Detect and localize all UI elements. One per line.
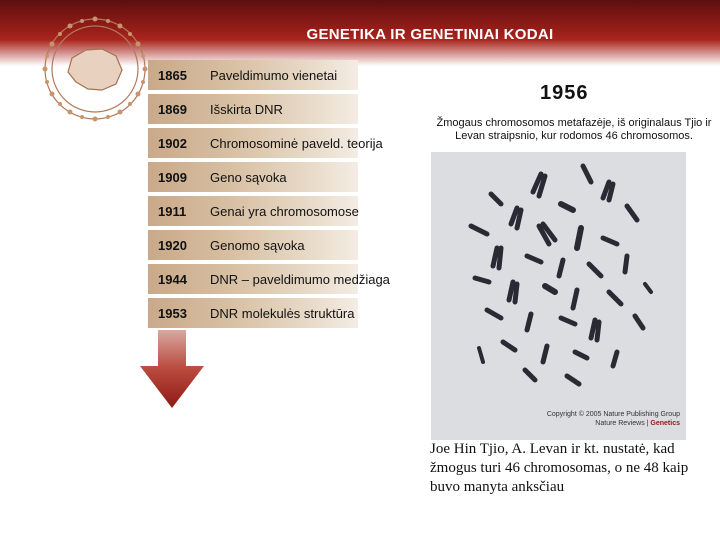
timeline-year: 1944 (158, 272, 187, 287)
timeline-row (148, 162, 358, 196)
timeline-label: Genomo sąvoka (210, 238, 305, 253)
timeline-label: Išskirta DNR (210, 102, 283, 117)
lithuania-dna-logo (36, 14, 154, 124)
timeline-year: 1911 (158, 204, 187, 219)
journal-brand: Genetics (650, 420, 680, 427)
timeline-label: DNR – paveldimumo medžiaga (210, 272, 390, 287)
timeline (148, 60, 390, 332)
timeline-year: 1909 (158, 170, 187, 185)
copyright-notice (431, 410, 686, 428)
timeline-row (148, 94, 358, 128)
timeline-row (148, 128, 383, 162)
timeline-row (148, 230, 358, 264)
timeline-year: 1953 (158, 306, 187, 321)
timeline-label: DNR molekulės struktūra (210, 306, 355, 321)
timeline-arrow-icon (138, 330, 206, 410)
timeline-row (148, 60, 358, 94)
highlight-year: 1956 (540, 82, 589, 104)
timeline-year: 1869 (158, 102, 187, 117)
timeline-row (148, 196, 358, 230)
timeline-label: Paveldimumo vienetai (210, 68, 338, 83)
chromosomes-image (431, 152, 686, 402)
timeline-label: Geno sąvoka (210, 170, 287, 185)
journal-line (431, 419, 680, 428)
timeline-year: 1920 (158, 238, 187, 253)
image-caption: Žmogaus chromosomos metafazėje, iš originalaus Tjio ir Levan straipsnio, kur rodomos 46 chromosomos. (436, 117, 712, 142)
summary-text: Joe Hin Tjio, A. Levan ir kt. nustatė, kad žmogus turi 46 chromosomas, o ne 48 kaip buvo manyta anksčiau (430, 441, 689, 495)
timeline-label: Chromosominė paveld. teorija (210, 136, 383, 151)
slide-title: GENETIKA IR GENETINIAI KODAI (306, 26, 554, 43)
timeline-year: 1902 (158, 136, 187, 151)
chromosome-photo (431, 152, 686, 440)
copyright-line: Copyright © 2005 Nature Publishing Group (546, 411, 680, 418)
timeline-year: 1865 (158, 68, 187, 83)
journal-prefix: Nature Reviews | (595, 420, 651, 427)
timeline-row (148, 298, 358, 332)
timeline-label: Genai yra chromosomose (210, 204, 359, 219)
timeline-row (148, 264, 390, 298)
